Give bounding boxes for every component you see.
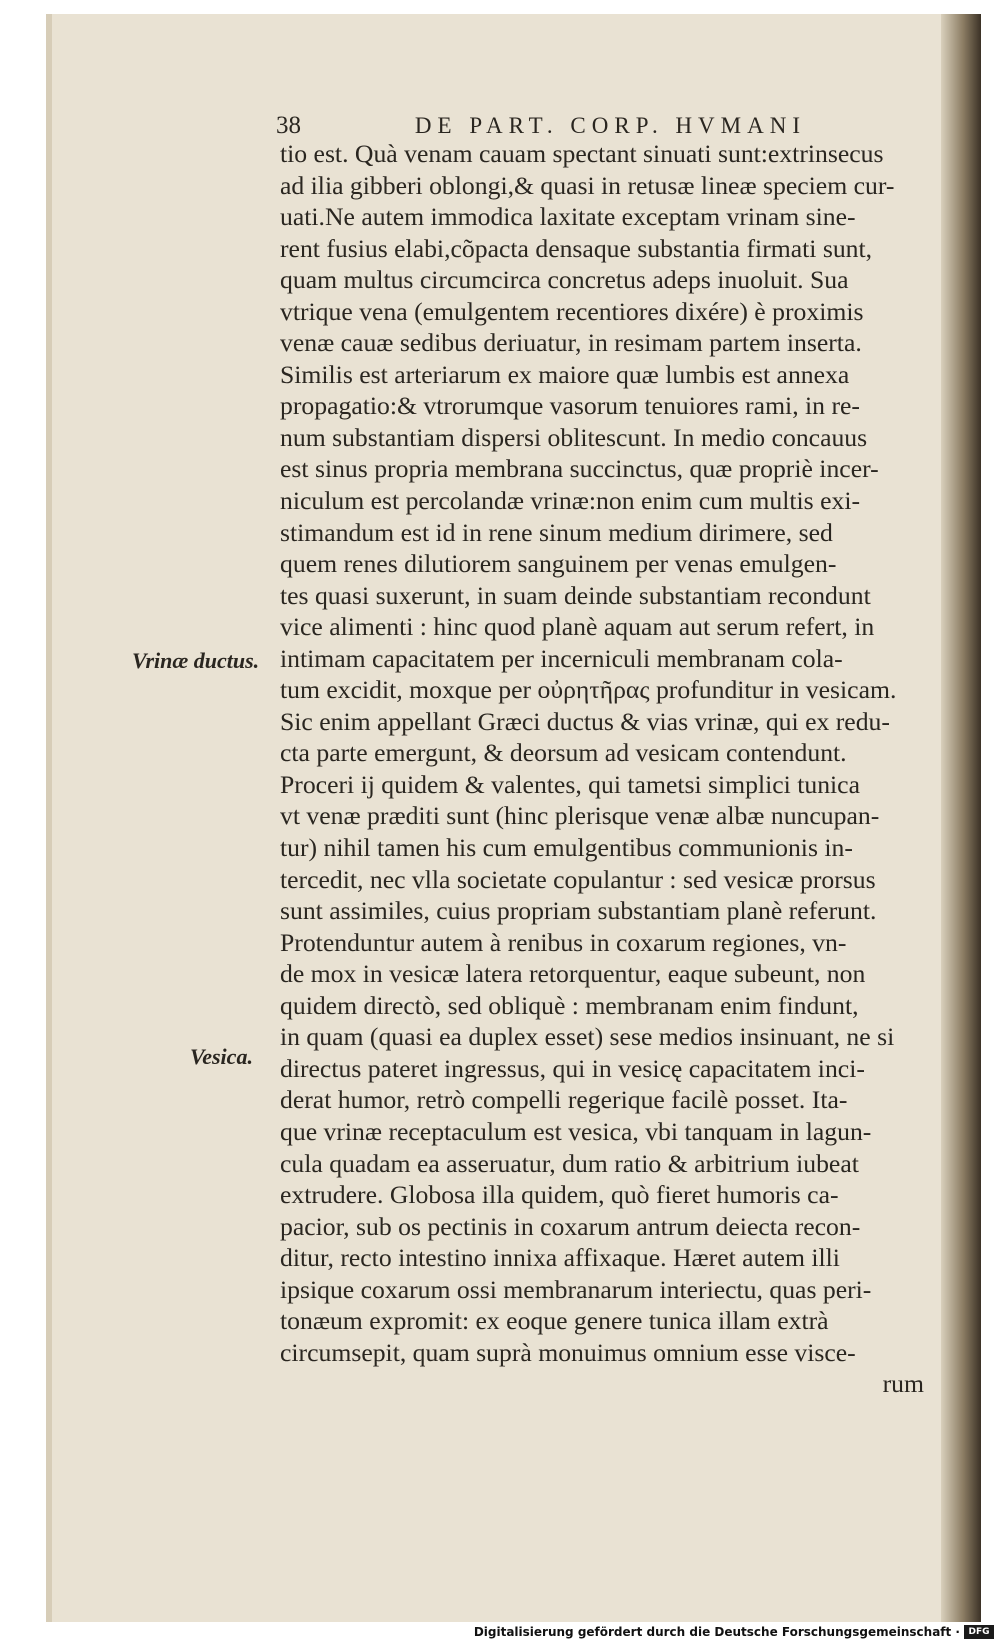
- text-line: stimandum est id in rene sinum medium dirimere, sed: [280, 517, 833, 547]
- catchword: rum: [882, 1369, 924, 1399]
- text-line: quidem directò, sed obliquè : membranam enim findunt,: [280, 990, 859, 1020]
- text-line: quem renes dilutiorem sanguinem per venas emulgen-: [280, 549, 837, 579]
- text-line: cula quadam ea asseruatur, dum ratio & arbitrium iubeat: [280, 1148, 859, 1178]
- text-line: tio est. Quà venam cauam spectant sinuati sunt:extrinsecus: [280, 139, 884, 168]
- text-line: vice alimenti : hinc quod planè aquam aut serum refert, in: [280, 612, 875, 642]
- page-gutter-shadow: [941, 14, 981, 1626]
- marginal-note-vesica: Vesica.: [190, 1044, 253, 1069]
- text-line: cta parte emergunt, & deorsum ad vesicam contendunt.: [280, 738, 847, 768]
- text-line: tum excidit, moxque per οὐρητῆρας profunditur in vesicam.: [280, 675, 897, 705]
- funding-credit: Digitalisierung gefördert durch die Deutsche Forschungsgemeinschaft ·: [473, 1625, 960, 1639]
- text-line: ditur, recto intestino innixa affixaque. Hæret autem illi: [280, 1243, 840, 1273]
- text-line: directus pateret ingressus, qui in vesicę capacitatem inci-: [280, 1053, 865, 1083]
- text-line: ad ilia gibberi oblongi,& quasi in retusæ lineæ speciem cur-: [280, 170, 895, 200]
- text-line: tes quasi suxerunt, in suam deinde substantiam recondunt: [280, 580, 871, 610]
- text-line: Similis est arteriarum ex maiore quæ lumbis est annexa: [280, 359, 850, 389]
- text-line: vtrique vena (emulgentem recentiores dixére) è proximis: [280, 296, 864, 326]
- text-line: tercedit, nec vlla societate copulantur : sed vesicæ prorsus: [280, 864, 876, 894]
- text-line: Sic enim appellant Græci ductus & vias vrinæ, qui ex redu-: [280, 706, 890, 736]
- text-line: in quam (quasi ea duplex esset) sese medios insinuant, ne si: [280, 1022, 895, 1052]
- text-line: est sinus propria membrana succinctus, quæ propriè incer-: [280, 454, 879, 484]
- text-line: sunt assimiles, cuius propriam substantiam planè referunt.: [280, 896, 877, 926]
- text-line: niculum est percolandæ vrinæ:non enim cum multis exi-: [280, 486, 861, 516]
- text-line: pacior, sub os pectinis in coxarum antrum deiecta recon-: [280, 1211, 861, 1241]
- digitization-footer: [0, 1622, 1000, 1643]
- text-line: circumsepit, quam suprà monuimus omnium esse visce-: [280, 1337, 856, 1367]
- text-line: Protenduntur autem à renibus in coxarum regiones, vn-: [280, 927, 847, 957]
- text-line: derat humor, retrò compelli regerique facilè posset. Ita-: [280, 1085, 848, 1115]
- page-header: [276, 112, 806, 140]
- marginal-note-urinae-ductus: Vrinæ ductus.: [132, 648, 260, 673]
- text-line: intimam capacitatem per incerniculi membranam cola-: [280, 643, 843, 673]
- text-line: tur) nihil tamen his cum emulgentibus communionis in-: [280, 833, 853, 863]
- text-line: propagatio:& vtrorumque vasorum tenuiores rami, in re-: [280, 391, 860, 421]
- text-line: extrudere. Globosa illa quidem, quò fieret humoris ca-: [280, 1180, 839, 1210]
- body-text: [280, 138, 930, 1400]
- text-line: venæ cauæ sedibus deriuatur, in resimam partem inserta.: [280, 328, 862, 358]
- page-number: 38: [276, 112, 301, 139]
- text-line: rent fusius elabi,cõpacta densaque substantia firmati sunt,: [280, 233, 873, 263]
- text-line: de mox in vesicæ latera retorquentur, eaque subeunt, non: [280, 959, 866, 989]
- text-line: quam multus circumcirca concretus adeps inuoluit. Sua: [280, 265, 849, 295]
- text-line: Proceri ij quidem & valentes, qui tametsi simplici tunica: [280, 769, 860, 799]
- text-line: que vrinæ receptaculum est vesica, vbi tanquam in lagun-: [280, 1116, 872, 1146]
- dfg-logo: DFG: [964, 1625, 994, 1639]
- text-line: num substantiam dispersi oblitescunt. In medio concauus: [280, 422, 868, 452]
- text-line: tonæum expromit: ex eoque genere tunica illam extrà: [280, 1306, 829, 1336]
- text-line: ipsique coxarum ossi membranarum interiectu, quas peri-: [280, 1274, 872, 1304]
- running-title: DE PART. CORP. HVMANI: [414, 113, 806, 138]
- text-line: uati.Ne autem immodica laxitate exceptam vrinam sine-: [280, 202, 856, 232]
- text-line: vt venæ præditi sunt (hinc plerisque venæ albæ nuncupan-: [280, 801, 880, 831]
